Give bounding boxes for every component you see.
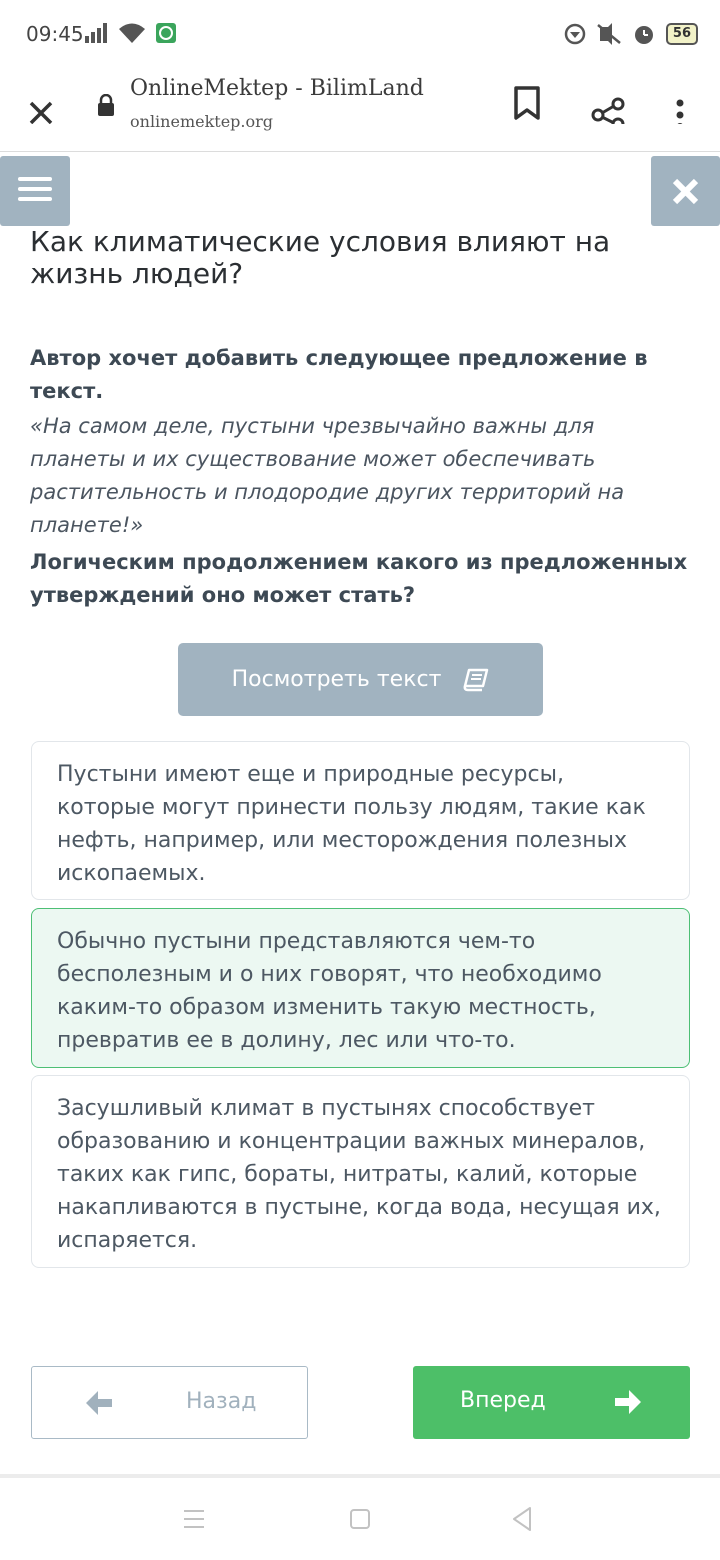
battery-indicator: 56 <box>666 23 698 45</box>
share-icon[interactable] <box>588 84 628 124</box>
url-text[interactable]: onlinemektep.org <box>130 112 274 131</box>
answer-option-1[interactable] <box>31 741 690 900</box>
back-button[interactable] <box>31 1366 308 1439</box>
book-icon <box>463 668 489 692</box>
data-saver-icon <box>564 23 586 45</box>
recent-apps-icon[interactable] <box>182 1508 206 1530</box>
hamburger-line <box>18 177 52 181</box>
hamburger-menu-button[interactable] <box>0 156 70 226</box>
question-intro: Автор хочет добавить следующее предложение в текст. <box>30 346 648 403</box>
browser-toolbar <box>0 72 720 152</box>
back-label: Назад <box>186 1389 257 1414</box>
next-label: Вперед <box>460 1388 546 1413</box>
more-vert-icon[interactable] <box>668 84 692 124</box>
view-text-button[interactable] <box>178 643 543 716</box>
back-nav-icon[interactable] <box>510 1506 534 1532</box>
next-button[interactable] <box>413 1366 690 1439</box>
page-title-browser: OnlineMektep - BilimLand <box>130 76 424 101</box>
hamburger-line <box>18 197 52 201</box>
answer-option-text: Пустыни имеют еще и природные ресурсы, которые могут принести пользу людям, такие как нефть, например, или месторождения полезных ископаемых. <box>57 762 646 886</box>
view-text-label: Посмотреть текст <box>231 667 442 692</box>
lesson-title: Как климатические условия влияют на жизнь людей? <box>30 225 611 290</box>
bookmark-icon[interactable] <box>510 84 544 122</box>
signal-icon <box>84 22 108 44</box>
close-icon[interactable] <box>22 84 62 124</box>
hamburger-line <box>18 187 52 191</box>
answer-option-3[interactable] <box>31 1075 690 1268</box>
status-time: 09:45 <box>26 22 84 46</box>
system-navigation-bar <box>0 1478 720 1560</box>
question-prompt: Логическим продолжением какого из предложенных утверждений оно может стать? <box>30 550 688 607</box>
wifi-icon <box>118 22 146 44</box>
question-block <box>30 342 690 612</box>
close-icon <box>651 156 720 226</box>
answer-option-2-selected[interactable] <box>31 908 690 1068</box>
alarm-icon <box>632 22 656 46</box>
arrow-right-icon <box>613 1388 643 1416</box>
home-icon[interactable] <box>349 1508 371 1530</box>
question-quote: «На самом деле, пустыни чрезвычайно важны для планеты и их существование может обеспечивать растительность и плодородие других территорий на планете!» <box>30 414 625 537</box>
whatsapp-icon <box>156 23 176 43</box>
close-lesson-button[interactable] <box>651 156 720 226</box>
lock-icon <box>96 94 116 116</box>
answer-option-text: Обычно пустыни представляются чем-то бесполезным и о них говорят, что необходимо каким-то образом изменить такую местность, превратив ее в долину, лес или что-то. <box>57 929 602 1053</box>
mute-icon <box>596 23 622 45</box>
answer-option-text: Засушливый климат в пустынях способствует образованию и концентрации важных минералов, таких как гипс, бораты, нитраты, калий, которые накапливаются в пустыне, когда вода, несущая их, испаряется. <box>57 1096 661 1253</box>
status-bar <box>0 0 720 72</box>
arrow-left-icon <box>84 1389 114 1417</box>
